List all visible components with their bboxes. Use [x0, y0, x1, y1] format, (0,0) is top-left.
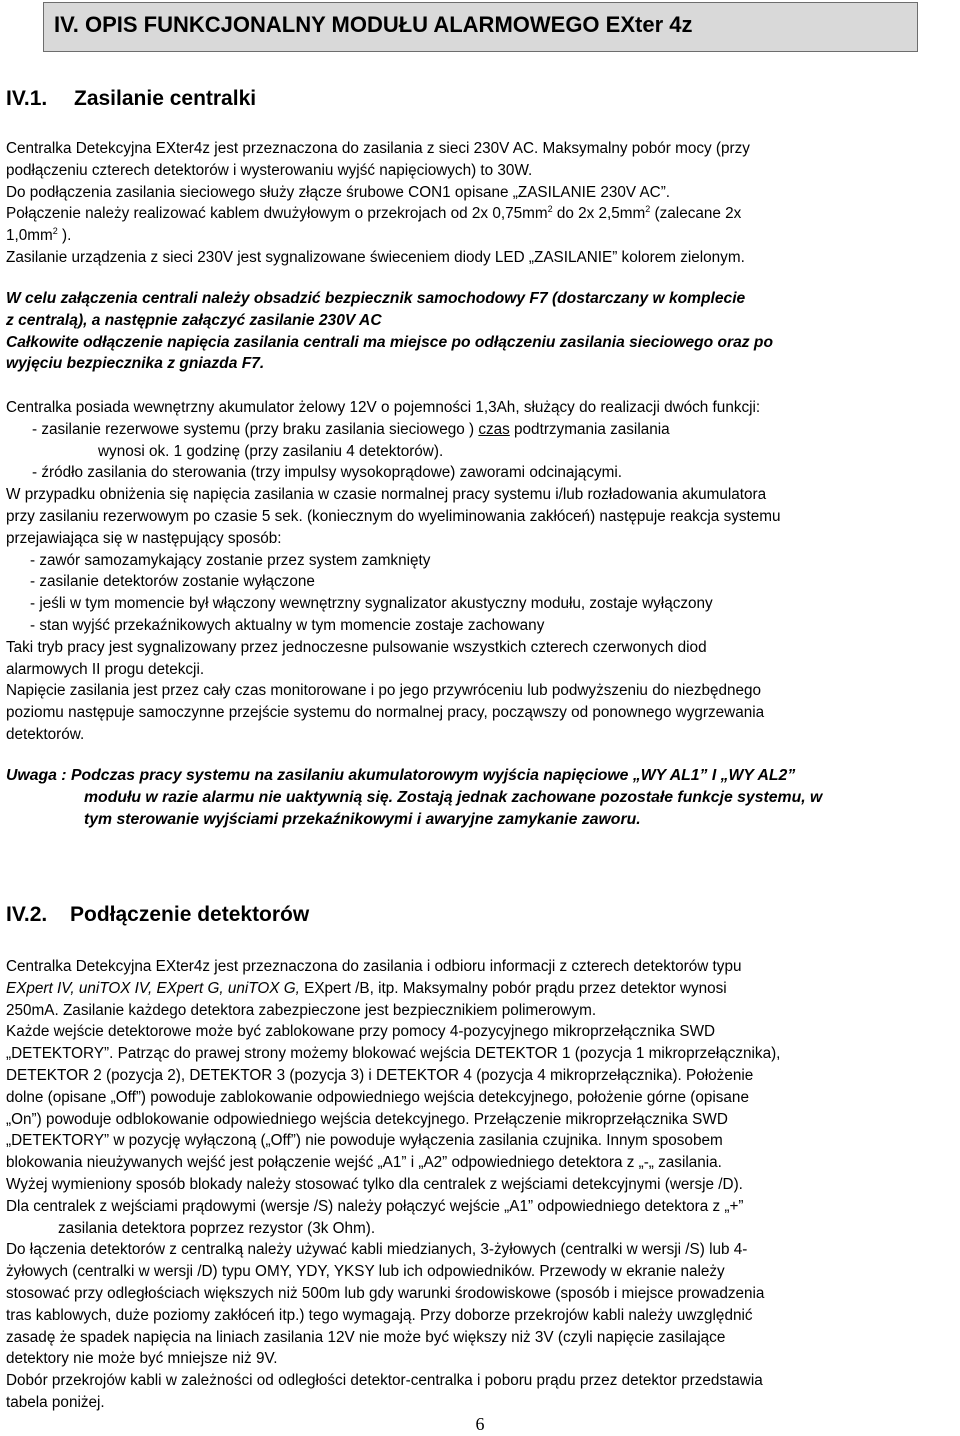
- text-line: Dobór przekrojów kabli w zależności od odległości detektor-centralka i poboru prądu przez detektor przedstawia: [6, 1372, 763, 1390]
- text-line: podłączeniu czterech detektorów i wysterowaniu wyjść napięciowych) to 30W.: [6, 161, 533, 179]
- text-line: - zasilanie rezerwowe systemu (przy braku zasilania sieciowego ) czas podtrzymania zasilania: [32, 420, 670, 438]
- note-label: Uwaga :: [6, 767, 67, 784]
- text-line: stosować przy odległościach większych niż 500m lub gdy warunki środowiskowe (sposób i miejsce prowadzenia: [6, 1284, 765, 1302]
- text-line: zasadę że spadek napięcia na liniach zasilania 12V nie może być większy niż 3V (czyli napięcie zasilające: [6, 1328, 726, 1346]
- text-line: żyłowych (centralki w wersji /D) typu OMY, YDY, YKSY lub ich odpowiedników. Przewody w ekranie należy: [6, 1263, 725, 1281]
- list-item: - zasilanie detektorów zostanie wyłączone: [30, 573, 315, 591]
- text-line: „DETEKTORY” w pozycję wyłączoną („Off”) nie powoduje wyłączenia zasilania czujnika. Innym sposobem: [6, 1132, 723, 1150]
- text-line: DETEKTOR 2 (pozycja 2), DETEKTOR 3 (pozycja 3) i DETEKTOR 4 (pozycja 4 mikroprzełącznika). Położenie: [6, 1066, 754, 1084]
- chapter-title: IV. OPIS FUNKCJONALNY MODUŁU ALARMOWEGO EXter 4z: [54, 12, 693, 37]
- section-heading-1: [6, 87, 256, 111]
- chapter-header-box: [43, 2, 918, 52]
- list-item: - jeśli w tym momencie był włączony wewnętrzny sygnalizator akustyczny modułu, zostaje wyłączony: [30, 595, 713, 613]
- text-line: przejawiająca się w następujący sposób:: [6, 529, 282, 547]
- text-line: tym sterowanie wyjściami przekaźnikowymi i awaryjne zamykanie zaworu.: [84, 810, 641, 828]
- text-line: zasilania detektora poprzez rezystor (3k Ohm).: [58, 1219, 376, 1237]
- text-line: tabela poniżej.: [6, 1393, 105, 1411]
- text-line: blokowania nieużywanych wejść jest połączenie wejść „A1” i „A2” odpowiedniego detektora z „-„ zasilania.: [6, 1154, 722, 1172]
- text-line: dolne (opisane „Off”) powoduje zablokowanie odpowiedniego wejścia detekcyjnego, położenie górne (opisane: [6, 1088, 749, 1106]
- text-line: Każde wejście detektorowe może być zablokowane przy pomocy 4-pozycyjnego mikroprzełącznika SWD: [6, 1023, 716, 1041]
- text-line: Do łączenia detektorów z centralką należy używać kabli miedzianych, 3-żyłowych (centralki w wersji /S) lub 4-: [6, 1241, 748, 1259]
- text-line: Centralka Detekcyjna EXter4z jest przeznaczona do zasilania z sieci 230V AC. Maksymalny pobór mocy (przy: [6, 140, 750, 157]
- section-title: Zasilanie centralki: [74, 87, 257, 110]
- text-line: Połączenie należy realizować kablem dwużyłowym o przekrojach od 2x $0,75mm^2$ do 2x $2,5mm^2$ (zalecane 2x: [6, 204, 742, 223]
- paragraph-battery: [6, 397, 958, 746]
- text-line: Do podłączenia zasilania sieciowego służy złącze śrubowe CON1 opisane „ZASILANIE 230V AC”.: [6, 183, 671, 201]
- paragraph-power-intro: [6, 138, 958, 269]
- text-line: przy zasilaniu rezerwowym po czasie 5 sek. (koniecznym do wyeliminowania zakłóceń) następuje reakcja systemu: [6, 507, 781, 525]
- section-heading-2: [6, 903, 309, 927]
- text-line: tras kablowych, duże poziomy zakłóceń itp.) tego wymagają. Przy doborze przekrojów kabli należy uwzględnić: [6, 1306, 753, 1324]
- text-line: „DETEKTORY”. Patrząc do prawej strony możemy blokować wejścia DETEKTOR 1 (pozycja 1 mikroprzełącznika),: [6, 1045, 781, 1063]
- text-line: Centralka posiada wewnętrzny akumulator żelowy 12V o pojemności 1,3Ah, służący do realizacji dwóch funkcji:: [6, 399, 761, 416]
- text-line: Całkowite odłączenie napięcia zasilania centrali ma miejsce po odłączeniu zasilania sieciowego oraz po: [6, 333, 773, 351]
- text-line: detektorów.: [6, 725, 85, 743]
- fuse-warning: [6, 288, 958, 375]
- text-line: Napięcie zasilania jest przez cały czas monitorowane i po jego przywróceniu lub podwyższeniu do niezbędnego: [6, 682, 762, 700]
- list-item: - stan wyjść przekaźnikowych aktualny w tym momencie zostaje zachowany: [30, 616, 545, 634]
- text-line: wyjęciu bezpiecznika z gniazda F7.: [6, 355, 265, 373]
- text-line: alarmowych II progu detekcji.: [6, 660, 205, 678]
- text-line: $1,0mm^2$ ).: [6, 226, 72, 245]
- section-number: IV.1.: [6, 87, 48, 110]
- text-line: modułu w razie alarmu nie uaktywnią się. Zostają jednak zachowane pozostałe funkcje systemu, w: [84, 788, 823, 806]
- text-line: Wyżej wymieniony sposób blokady należy stosować tylko dla centralek z wejściami detekcyjnymi (wersje /D).: [6, 1175, 743, 1193]
- text-line: Zasilanie urządzenia z sieci 230V jest sygnalizowane świeceniem diody LED „ZASILANIE” kolorem zielonym.: [6, 248, 745, 266]
- text-line: poziomu następuje samoczynne przejście systemu do normalnej pracy, począwszy od ponownego wygrzewania: [6, 704, 765, 722]
- text-line: Uwaga : Podczas pracy systemu na zasilaniu akumulatorowym wyjścia napięciowe „WY AL1” I „WY AL2”: [6, 767, 796, 784]
- paragraph-detectors: [6, 956, 958, 1414]
- list-item: - zawór samozamykający zostanie przez system zamknięty: [30, 551, 431, 569]
- text-line: - źródło zasilania do sterowania (trzy impulsy wysokoprądowe) zaworami odcinającymi.: [32, 464, 623, 482]
- text-line: Taki tryb pracy jest sygnalizowany przez jednoczesne pulsowanie wszystkich czterech czerwonych diod: [6, 638, 707, 656]
- text-line: wynosi ok. 1 godzinę (przy zasilaniu 4 detektorów).: [98, 442, 444, 460]
- text-line: EXpert IV, uniTOX IV, EXpert G, uniTOX G, EXpert /B, itp. Maksymalny pobór prądu przez detektor wynosi: [6, 979, 727, 997]
- text-line: „On”) powoduje odblokowanie odpowiedniego wejścia detekcyjnego. Przełączenie mikroprzełącznika SWD: [6, 1110, 728, 1128]
- text-line: W przypadku obniżenia się napięcia zasilania w czasie normalnej pracy systemu i/lub rozładowania akumulatora: [6, 486, 767, 504]
- page-number: 6: [475, 1414, 485, 1434]
- text-line: detektory nie może być mniejsze niż 9V.: [6, 1350, 278, 1368]
- section-number: IV.2.: [6, 903, 48, 926]
- text-line: Dla centralek z wejściami prądowymi (wersje /S) należy połączyć wejście „A1” odpowiedniego detektora z „+”: [6, 1197, 744, 1215]
- text-line: W celu załączenia centrali należy obsadzić bezpiecznik samochodowy F7 (dostarczany w komplecie: [6, 290, 746, 307]
- text-line: z centralą), a następnie załączyć zasilanie 230V AC: [6, 311, 382, 329]
- battery-note: [6, 765, 958, 830]
- text-line: Centralka Detekcyjna EXter4z jest przeznaczona do zasilania i odbioru informacji z czterech detektorów typu: [6, 958, 742, 975]
- text-line: 250mA. Zasilanie każdego detektora zabezpieczone jest bezpiecznikiem polimerowym.: [6, 1001, 597, 1019]
- section-title: Podłączenie detektorów: [70, 903, 310, 926]
